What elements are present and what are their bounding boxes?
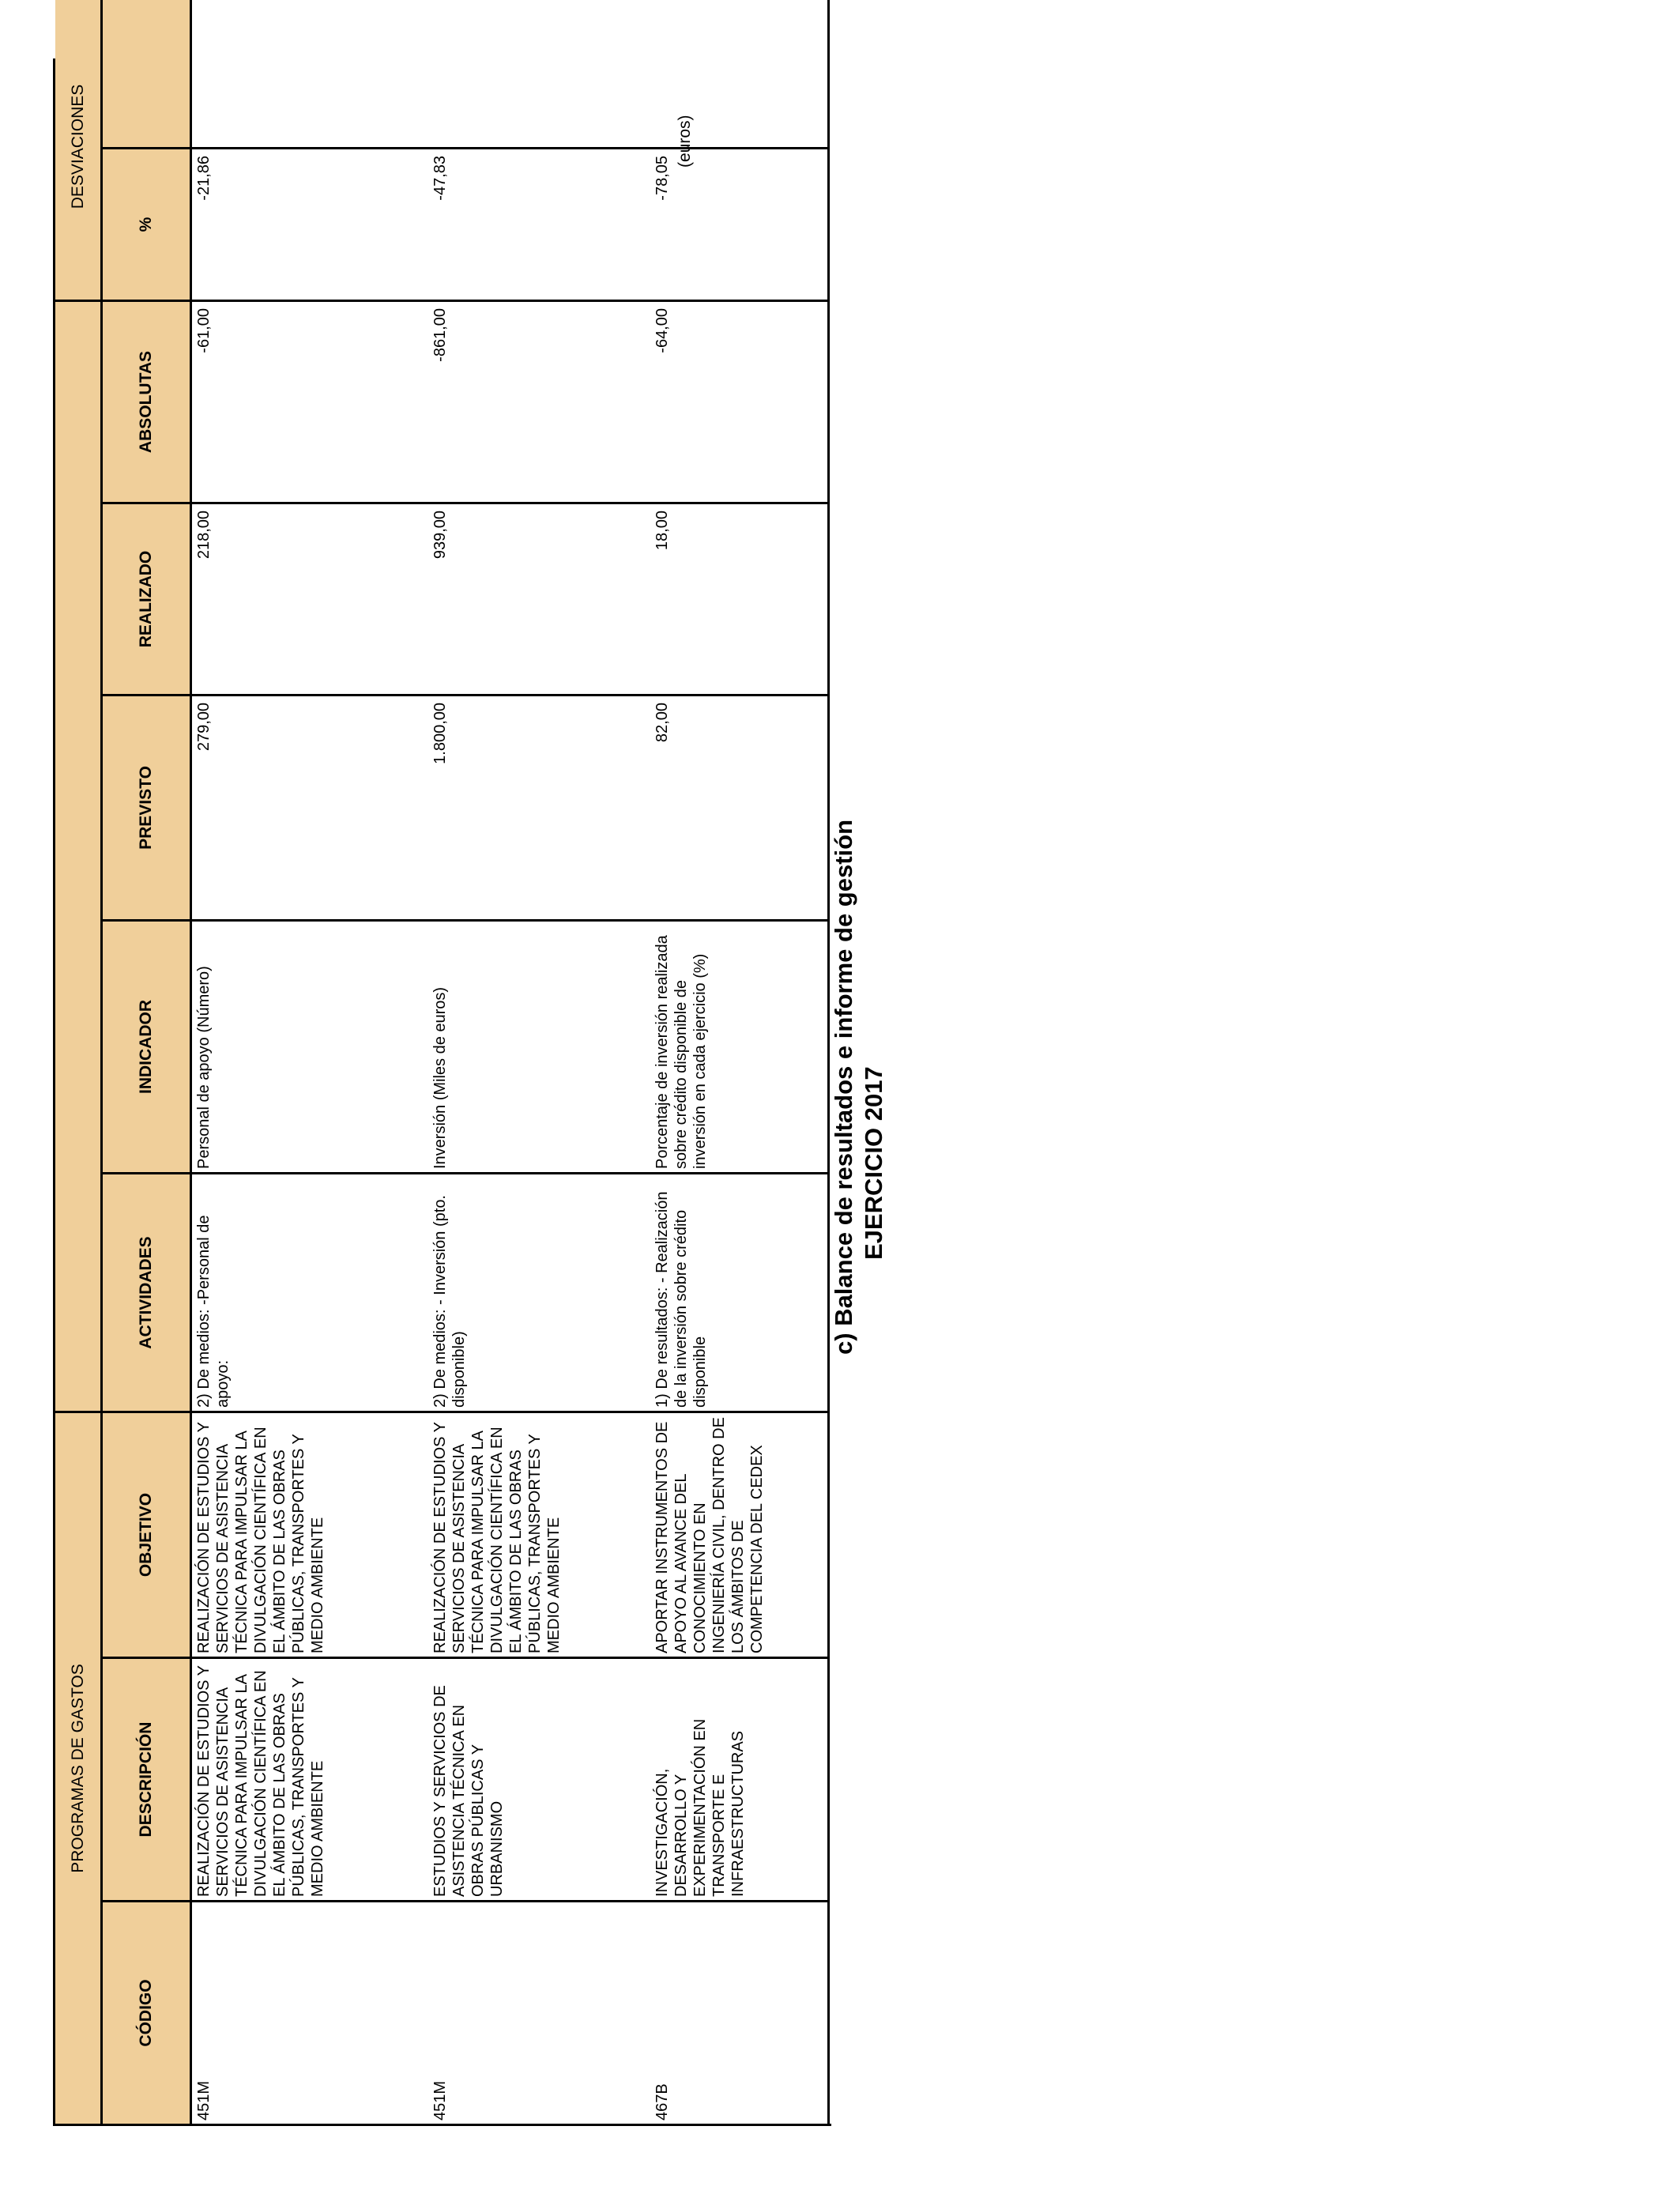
header-blank bbox=[55, 300, 103, 1411]
header-programas-de-gastos: PROGRAMAS DE GASTOS bbox=[55, 1411, 103, 2124]
table-row-2-descripcion: ESTUDIOS Y SERVICIOS DE ASISTENCIA TÉCNICA EN OBRAS PÚBLICAS Y URBANISMO bbox=[428, 1657, 650, 1900]
results-table bbox=[53, 58, 831, 2126]
header-realizado: REALIZADO bbox=[103, 502, 192, 694]
header-codigo: CÓDIGO bbox=[103, 1900, 192, 2124]
table-row-3-descripcion: INVESTIGACIÓN, DESARROLLO Y EXPERIMENTACIÓN EN TRANSPORTE E INFRAESTRUCTURAS bbox=[650, 1657, 830, 1900]
table-row-2-actividades: 2) De medios: - Inversión (pto. disponible) bbox=[428, 1172, 650, 1411]
table-row-2-codigo: 451M bbox=[428, 1900, 650, 2124]
table-row-1-absolutas: -61,00 bbox=[192, 300, 428, 502]
header-empty-col bbox=[103, 0, 192, 147]
table-row-3-previsto: 82,00 bbox=[650, 694, 830, 919]
table-row-2-porcentaje: -47,83 bbox=[428, 147, 650, 300]
table-row-2-objetivo: REALIZACIÓN DE ESTUDIOS Y SERVICIOS DE ASISTENCIA TÉCNICA PARA IMPULSAR LA DIVULGACIÓN CIENTÍFICA EN EL ÁMBITO DE LAS OBRAS PÚBLICAS, TRANSPORTES Y MEDIO AMBIENTE bbox=[428, 1411, 650, 1657]
table-row-1-objetivo: REALIZACIÓN DE ESTUDIOS Y SERVICIOS DE ASISTENCIA TÉCNICA PARA IMPULSAR LA DIVULGACIÓN CIENTÍFICA EN EL ÁMBITO DE LAS OBRAS PÚBLICAS, TRANSPORTES Y MEDIO AMBIENTE bbox=[192, 1411, 428, 1657]
table-row-3-indicador: Porcentaje de inversión realizada sobre crédito disponible de inversión en cada ejercicio (%) bbox=[650, 919, 830, 1172]
table-row-1-indicador: Personal de apoyo (Número) bbox=[192, 919, 428, 1172]
table-row-3-codigo: 467B bbox=[650, 1900, 830, 2124]
page-title: c) Balance de resultados e informe de gestión bbox=[830, 819, 857, 1355]
table-row-3-porcentaje: -78,05 bbox=[650, 147, 830, 300]
table-row-1-realizado: 218,00 bbox=[192, 502, 428, 694]
units-label: (euros) bbox=[676, 115, 694, 168]
table-row-3-actividades: 1) De resultados: - Realización de la inversión sobre crédito disponible bbox=[650, 1172, 830, 1411]
table-row-2-empty bbox=[428, 0, 650, 147]
table-row-2-indicador: Inversión (Miles de euros) bbox=[428, 919, 650, 1172]
table-row-1-porcentaje: -21,86 bbox=[192, 147, 428, 300]
header-objetivo: OBJETIVO bbox=[103, 1411, 192, 1657]
header-desviaciones: DESVIACIONES bbox=[55, 0, 103, 300]
header-previsto: PREVISTO bbox=[103, 694, 192, 919]
page-subtitle: EJERCICIO 2017 bbox=[860, 1066, 887, 1260]
table-row-1-actividades: 2) De medios: -Personal de apoyo: bbox=[192, 1172, 428, 1411]
table-row-3-absolutas: -64,00 bbox=[650, 300, 830, 502]
table-row-2-previsto: 1.800,00 bbox=[428, 694, 650, 919]
header-indicador: INDICADOR bbox=[103, 919, 192, 1172]
header-absolutas: ABSOLUTAS bbox=[103, 300, 192, 502]
table-row-2-absolutas: -861,00 bbox=[428, 300, 650, 502]
table-row-1-descripcion: REALIZACIÓN DE ESTUDIOS Y SERVICIOS DE ASISTENCIA TÉCNICA PARA IMPULSAR LA DIVULGACIÓN CIENTÍFICA EN EL ÁMBITO DE LAS OBRAS PÚBLICAS, TRANSPORTES Y MEDIO AMBIENTE bbox=[192, 1657, 428, 1900]
header-descripcion: DESCRIPCIÓN bbox=[103, 1657, 192, 1900]
table-row-3-empty bbox=[650, 0, 830, 147]
table-row-1-previsto: 279,00 bbox=[192, 694, 428, 919]
table-row-2-realizado: 939,00 bbox=[428, 502, 650, 694]
table-row-1-codigo: 451M bbox=[192, 1900, 428, 2124]
table-row-3-objetivo: APORTAR INSTRUMENTOS DE APOYO AL AVANCE DEL CONOCIMIENTO EN INGENIERÍA CIVIL, DENTRO DE LOS ÁMBITOS DE COMPETENCIA DEL CEDEX bbox=[650, 1411, 830, 1657]
table-row-3-realizado: 18,00 bbox=[650, 502, 830, 694]
header-actividades: ACTIVIDADES bbox=[103, 1172, 192, 1411]
header-porcentaje: % bbox=[103, 147, 192, 300]
table-row-1-empty bbox=[192, 0, 428, 147]
